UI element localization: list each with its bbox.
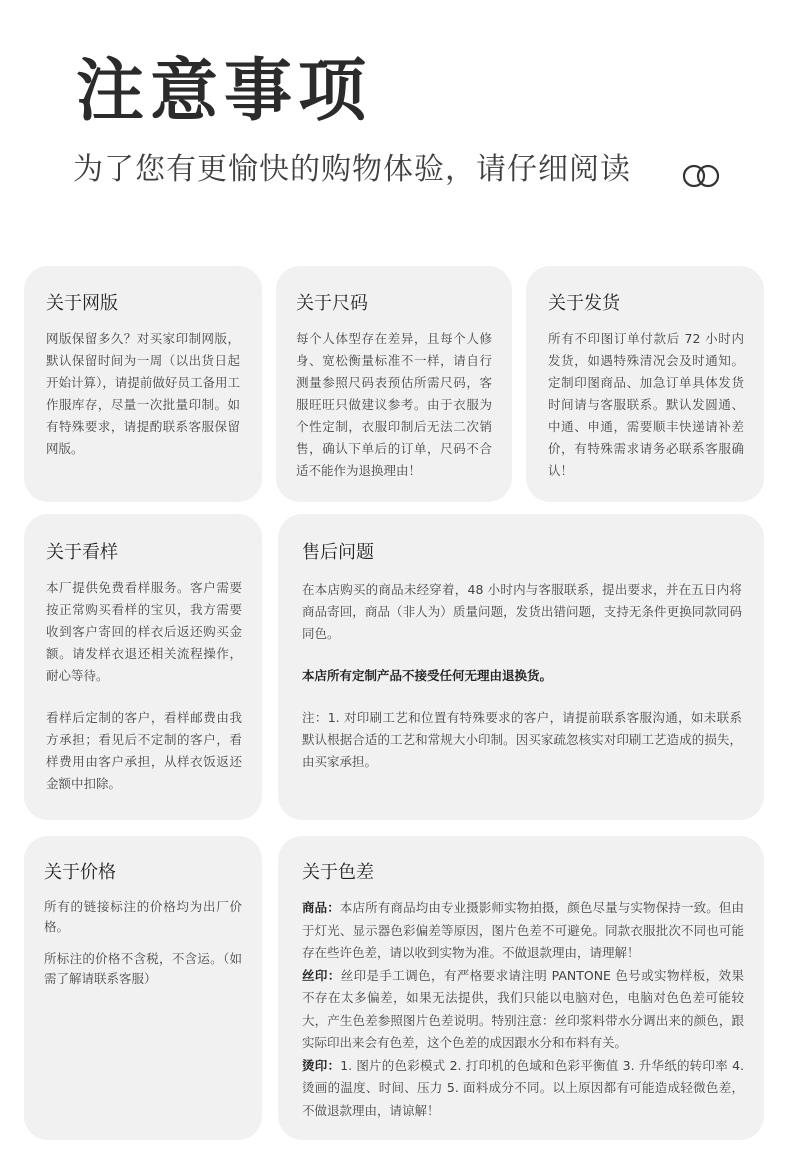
page-subtitle: 为了您有更愉快的购物体验，请仔细阅读 bbox=[73, 152, 631, 187]
card-title: 关于发货 bbox=[548, 293, 620, 314]
card-text: 每个人体型存在差异，且每个人修身、宽松衡量标准不一样，请自行测量参照尺码表预估所需尺码，客服旺旺只做建议参考。由于衣服为个性定制，衣服印制后无法二次销售，确认下单后的订单，尺码不合适不能作为退换理由！ bbox=[296, 331, 492, 478]
card-title: 关于尺码 bbox=[296, 293, 368, 314]
card-color bbox=[278, 836, 764, 1140]
goods-label: 商品： bbox=[302, 900, 340, 915]
double-ring-icon bbox=[681, 162, 721, 190]
card-size bbox=[276, 266, 512, 502]
card-note: 注：1. 对印刷工艺和位置有特殊要求的客户，请提前联系客服沟通，如未联系默认根据合适的工艺和常规大小印制。因买家疏忽核实对印刷工艺造成的损失，由买家承担。 bbox=[302, 710, 742, 769]
hot-text: 1. 图片的色彩模式 2. 打印机的色域和色彩平衡值 3. 升华纸的转印率 4. 烫画的温度、时间、压力 5. 面料成分不同。以上原因都有可能造成轻微色差，不做退款理由，请谅解！ bbox=[302, 1057, 744, 1118]
card-text: 所有不印图订单付款后 72 小时内发货，如遇特殊清况会及时通知。定制印图商品、加急订单具体发货时间请与客服联系。默认发圆通、中通、申通，需要顺丰快递请补差价，有特殊需求请务必联系客服确认！ bbox=[548, 331, 744, 478]
card-aftersale bbox=[278, 514, 764, 820]
card-text: 本厂提供免费看样服务。客户需要按正常购买看样的宝贝，我方需要收到客户寄回的样衣后返还购买金额。请发样衣退还相关流程操作，耐心等待。 bbox=[46, 580, 242, 683]
card-title: 关于看样 bbox=[46, 542, 118, 563]
card-text: 网版保留多久？对买家印制网版，默认保留时间为一周（以出货日起开始计算），请提前做好员工备用工作服库存，尽量一次批量印制。如有特殊要求，请提酌联系客服保留网版。 bbox=[46, 331, 240, 456]
silk-text: 丝印是手工调色，有严格要求请注明 PANTONE 色号或实物样板，效果不存在太多偏差，如果无法提供，我们只能以电脑对色，电脑对色色差可能较大，产生色差参照图片色差说明。特别注意：丝印浆料带水分调出来的颜色，跟实际印出来会有色差，这个色差的成因跟水分和布料有关。 bbox=[302, 967, 744, 1050]
hot-label: 烫印： bbox=[302, 1057, 341, 1073]
card-text: 在本店购买的商品未经穿着，48 小时内与客服联系，提出要求，并在五日内将商品寄回，商品（非人为）质量问题，发货出错问题，支持无条件更换同款同码同色。 bbox=[302, 582, 742, 641]
card-text: 所标注的价格不含税，不含运。（如需了解请联系客服） bbox=[44, 951, 242, 986]
silk-label: 丝印： bbox=[302, 967, 341, 983]
card-screen bbox=[24, 266, 262, 502]
card-price bbox=[24, 836, 262, 1140]
card-title: 关于色差 bbox=[302, 862, 374, 883]
goods-text: 本店所有商品均由专业摄影师实物拍摄，颜色尽量与实物保持一致。但由于灯光、显示器色彩偏差等原因，图片色差不可避免。同款衣服批次不同也可能存在些许色差，请以收到实物为准。不做退款理由，请理解！ bbox=[302, 900, 744, 960]
card-title: 关于网版 bbox=[46, 293, 118, 314]
card-text: 看样后定制的客户，看样邮费由我方承担；看见后不定制的客户，看样费用由客户承担，从样衣饭返还金额中扣除。 bbox=[46, 710, 242, 791]
page-title: 注意事项 bbox=[76, 52, 373, 131]
card-title: 售后问题 bbox=[302, 542, 374, 563]
card-title: 关于价格 bbox=[44, 862, 116, 883]
card-text: 所有的链接标注的价格均为出厂价格。 bbox=[44, 899, 242, 934]
card-shipping bbox=[526, 266, 764, 502]
card-sample bbox=[24, 514, 262, 820]
card-notice: 本店所有定制产品不接受任何无理由退换货。 bbox=[302, 668, 553, 683]
